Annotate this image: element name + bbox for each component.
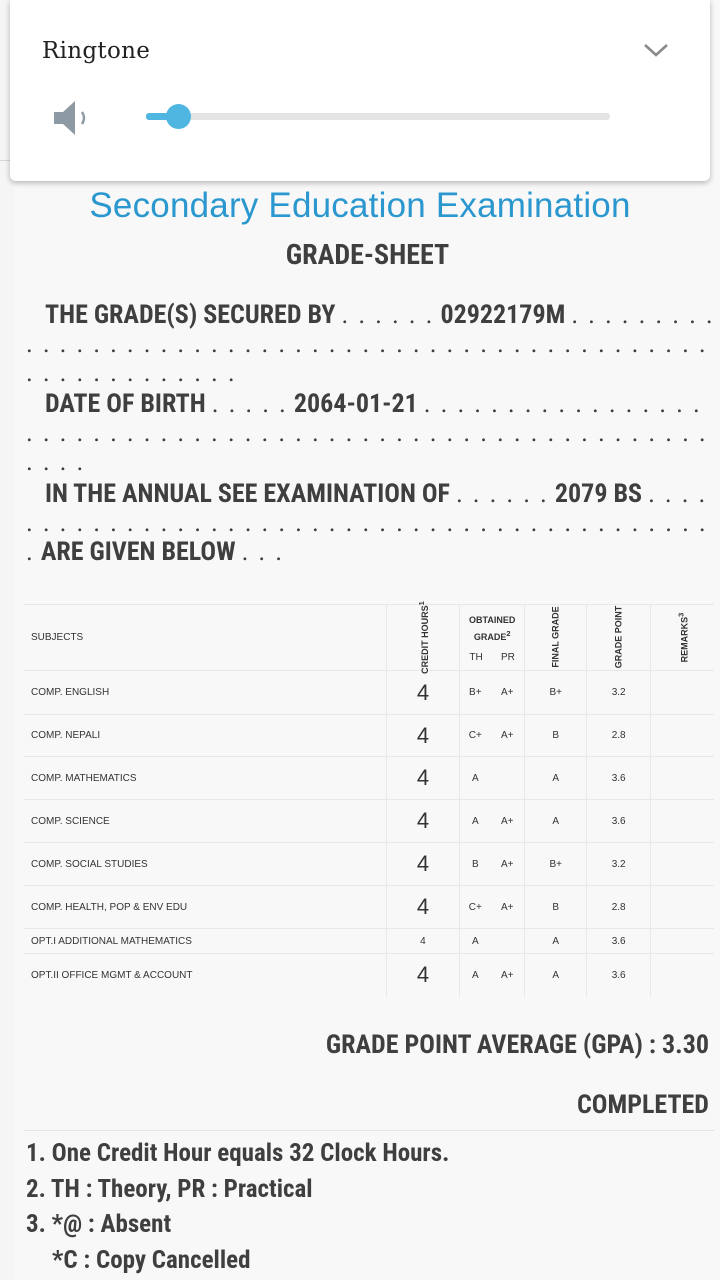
grade-rows: [24, 671, 714, 997]
ringtone-title: Ringtone: [42, 38, 151, 64]
result-status: COMPLETED: [576, 1090, 709, 1120]
exam-label: IN THE ANNUAL SEE EXAMINATION OF: [45, 479, 450, 509]
final-grade-cell: A: [525, 954, 587, 997]
table-row: [24, 757, 714, 800]
final-grade-cell: B: [525, 715, 587, 757]
grades-table: [24, 600, 714, 997]
remarks-cell: [650, 800, 714, 843]
table-row: [24, 954, 714, 997]
table-row: [24, 929, 714, 954]
final-grade-cell: B+: [525, 671, 587, 715]
table-row: [24, 843, 714, 886]
speaker-icon[interactable]: [52, 98, 98, 138]
subject-cell: COMP. HEALTH, POP & ENV EDU: [24, 886, 386, 929]
credit-cell: 4: [386, 757, 460, 800]
given-below-text: ARE GIVEN BELOW: [40, 537, 236, 567]
th-grade-cell: B+: [460, 671, 491, 715]
credit-cell: 4: [386, 843, 460, 886]
final-grade-cell: B+: [525, 843, 587, 886]
note-2: 2. TH : Theory, PR : Practical: [26, 1174, 313, 1204]
th-grade-cell: A: [460, 800, 491, 843]
volume-slider-handle[interactable]: [166, 104, 191, 129]
subject-cell: COMP. ENGLISH: [24, 671, 386, 715]
note-4: *C : Copy Cancelled: [52, 1245, 251, 1275]
note-1: 1. One Credit Hour equals 32 Clock Hours.: [26, 1139, 450, 1168]
remarks-cell: [650, 843, 714, 886]
final-grade-cell: A: [525, 929, 587, 954]
table-row: [24, 886, 714, 929]
header-grade-point: GRADE POINT: [587, 605, 651, 671]
remarks-cell: [650, 886, 714, 929]
pr-grade-cell: A+: [490, 886, 524, 929]
subject-cell: OPT.II OFFICE MGMT & ACCOUNT: [24, 954, 386, 997]
notes-divider: [24, 1130, 714, 1131]
subject-cell: COMP. NEPALI: [24, 715, 386, 757]
dob-value: 2064-01-21: [293, 389, 418, 419]
final-grade-cell: B: [525, 886, 587, 929]
pr-grade-cell: [490, 929, 524, 954]
subject-cell: OPT.I ADDITIONAL MATHEMATICS: [24, 929, 386, 954]
secured-by-value: 02922179M: [440, 300, 566, 330]
table-row: [24, 715, 714, 757]
header-th: TH: [469, 651, 483, 663]
remarks-cell: [650, 671, 714, 715]
header-obtained-grade: OBTAINED GRADE$^2$ TH PR: [460, 605, 525, 671]
chevron-down-icon[interactable]: [642, 40, 670, 60]
th-grade-cell: A: [460, 954, 491, 997]
remarks-cell: [650, 929, 714, 954]
credit-cell: 4: [386, 671, 460, 715]
volume-slider-track[interactable]: [146, 113, 610, 120]
credit-cell: 4: [386, 715, 460, 757]
final-grade-cell: A: [525, 757, 587, 800]
grade-point-cell: 2.8: [587, 715, 651, 757]
footnotes: [26, 1136, 449, 1278]
credit-cell: 4: [386, 800, 460, 843]
pr-grade-cell: A+: [490, 954, 524, 997]
header-remarks: REMARKS$^3$: [650, 605, 714, 671]
grade-point-cell: 3.6: [587, 757, 651, 800]
table-row: [24, 671, 714, 715]
grade-point-cell: 3.2: [587, 671, 651, 715]
ringtone-volume-panel: [10, 0, 710, 181]
subject-cell: COMP. MATHEMATICS: [24, 757, 386, 800]
final-grade-cell: A: [525, 800, 587, 843]
th-grade-cell: C+: [460, 886, 491, 929]
header-subjects: SUBJECTS: [24, 605, 386, 671]
exam-title: Secondary Education Examination: [89, 186, 631, 225]
secured-by-label: THE GRADE(S) SECURED BY: [45, 300, 336, 330]
grade-point-cell: 3.6: [587, 800, 651, 843]
pr-grade-cell: A+: [490, 800, 524, 843]
dob-label: DATE OF BIRTH: [45, 389, 206, 419]
credit-cell: 4: [386, 929, 460, 954]
grade-point-cell: 3.6: [587, 954, 651, 997]
header-credit-hours: CREDIT HOURS$^1$: [386, 605, 460, 671]
gpa-text: GRADE POINT AVERAGE (GPA) : 3.30: [325, 1030, 709, 1060]
th-grade-cell: A: [460, 929, 491, 954]
exam-line: IN THE ANNUAL SEE EXAMINATION OF . . . . . . 2079 BS . . . . . . . . . . . . . . . . . . . . . . . . . . . . . . . . . . . . . . . . . . . . . . ARE GIVEN BELOW . . .: [26, 479, 708, 567]
table-header-row: [24, 605, 714, 671]
pr-grade-cell: A+: [490, 671, 524, 715]
note-3: 3. *@ : Absent: [26, 1210, 172, 1239]
remarks-cell: [650, 757, 714, 800]
pr-grade-cell: A+: [490, 715, 524, 757]
remarks-cell: [650, 954, 714, 997]
exam-year: 2079 BS: [554, 479, 643, 509]
dob-line: DATE OF BIRTH . . . . . 2064-01-21 . . . . . . . . . . . . . . . . . . . . . . . . . . . . . . . . . . . . . . . . . . . . . . . . . . . . . . . . . . . . . .: [26, 389, 708, 477]
grade-point-cell: 3.2: [587, 843, 651, 886]
header-pr: PR: [501, 651, 515, 663]
grade-point-cell: 2.8: [587, 886, 651, 929]
pr-grade-cell: A+: [490, 843, 524, 886]
sheet-title: GRADE-SHEET: [285, 238, 450, 271]
subject-cell: COMP. SCIENCE: [24, 800, 386, 843]
th-grade-cell: A: [460, 757, 491, 800]
secured-by-line: THE GRADE(S) SECURED BY . . . . . . 02922179M . . . . . . . . . . . . . . . . . . . . . . . . . . . . . . . . . . . . . . . . . . . . . . . . . . . . . . . . . . . . . . .: [26, 300, 715, 388]
pr-grade-cell: [490, 757, 524, 800]
grade-point-cell: 3.6: [587, 929, 651, 954]
subject-cell: COMP. SOCIAL STUDIES: [24, 843, 386, 886]
credit-cell: 4: [386, 954, 460, 997]
header-final-grade: FINAL GRADE: [525, 605, 587, 671]
remarks-cell: [650, 715, 714, 757]
credit-cell: 4: [386, 886, 460, 929]
th-grade-cell: B: [460, 843, 491, 886]
table-row: [24, 800, 714, 843]
th-grade-cell: C+: [460, 715, 491, 757]
